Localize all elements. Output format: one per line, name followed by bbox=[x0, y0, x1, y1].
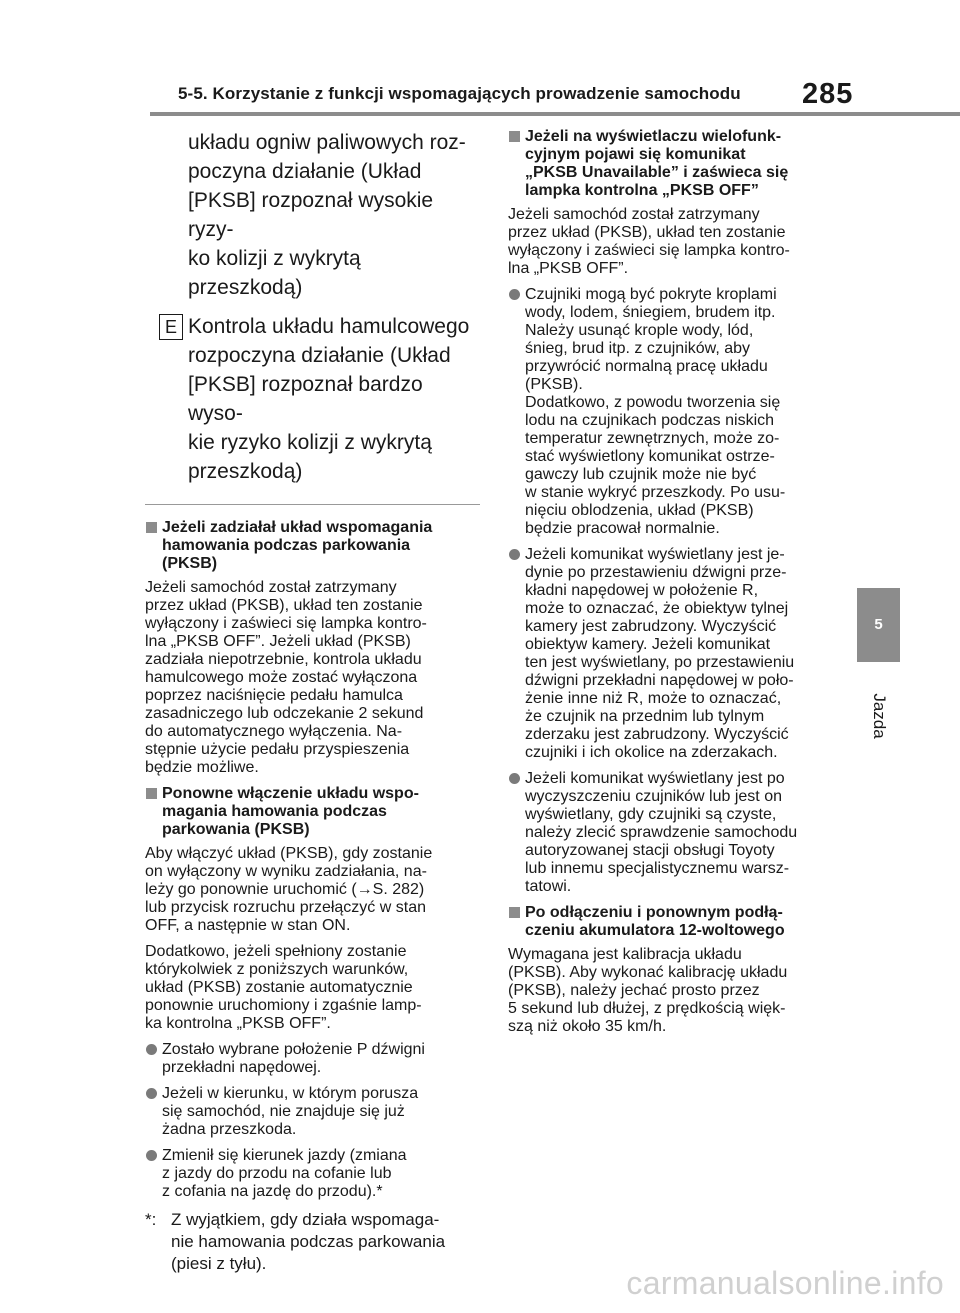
bullet-text: Jeżeli w kierunku, w którym porusza się samochód, nie znajduje się już żadna przeszkoda. bbox=[162, 1085, 419, 1138]
watermark: carmanualsonline.info bbox=[626, 1265, 944, 1301]
square-bullet-icon bbox=[146, 788, 157, 799]
footnote bbox=[145, 1209, 480, 1275]
square-bullet-icon bbox=[146, 522, 157, 533]
section-heading-text: Jeżeli zadziałał układ wspomagania hamowania podczas parkowania (PKSB) bbox=[162, 519, 433, 572]
circle-bullet-icon bbox=[509, 773, 520, 784]
left-column bbox=[145, 128, 480, 1275]
circle-bullet-icon bbox=[146, 1044, 157, 1055]
paragraph: Jeżeli samochód został zatrzymany przez układ (PKSB), układ ten zostanie wyłączony i zaświeci się lampka kontro- lna „PKSB OFF”. bbox=[508, 206, 790, 277]
bullet-item bbox=[508, 770, 833, 896]
bullet-item bbox=[508, 546, 833, 762]
section-heading bbox=[508, 904, 833, 940]
square-bullet-icon bbox=[509, 907, 520, 918]
section-divider bbox=[145, 504, 480, 505]
section-tab-number: 5 bbox=[857, 588, 900, 662]
bullet-text: Czujniki mogą być pokryte kroplami wody, lodem, śniegiem, brudem itp. Należy usunąć krople wody, lód, śnieg, brud itp. z czujników, aby przywrócić normalną pracę układu (PKSB). Dodatkowo, z powodu tworzenia się lodu na czujnikach podczas niskich temperatur zewnętrznych, może zo- stać wyświetlony komunikat ostrze- gawczy lub czujnik może nie być w stanie wykryć przeszkody. Po usu- nięciu oblodzenia, układ (PKSB) będzie pracował normalnie. bbox=[525, 286, 786, 537]
right-column bbox=[508, 128, 833, 1044]
section-heading-text: Jeżeli na wyświetlaczu wielofunk- cyjnym pojawi się komunikat „PKSB Unavailable” i zaświeca się lampka kontrolna „PKSB OFF” bbox=[525, 128, 789, 199]
item-letter-e: E bbox=[159, 314, 183, 340]
section-tab-label bbox=[857, 671, 900, 761]
section-heading bbox=[508, 128, 833, 200]
page-header-title: 5-5. Korzystanie z funkcji wspomagających prowadzenie samochodu bbox=[178, 84, 741, 103]
footnote-text: Z wyjątkiem, gdy działa wspomaga- nie hamowania podczas parkowania (piesi z tyłu). bbox=[171, 1210, 446, 1273]
bullet-text: Jeżeli komunikat wyświetlany jest po wyczyszczeniu czujników lub jest on wyświetlany, gdy czujniki są czyste, należy zlecić sprawdzenie samochodu autoryzowanej stacji obsługi Toyoty lub innemu specjalistycznemu warsz- tatowi. bbox=[525, 770, 798, 895]
section-heading-text: Po odłączeniu i ponownym podłą- czeniu akumulatora 12-woltowego bbox=[525, 904, 785, 939]
bullet-item bbox=[508, 286, 833, 538]
page-number: 285 bbox=[802, 78, 854, 110]
bullet-text: Jeżeli komunikat wyświetlany jest je- dynie po przestawieniu dźwigni prze- kładni napędowej w położenie R, może to oznaczać, że obiektyw tylnej kamery jest zabrudzony. Wyczyścić obiektyw kamery. Jeżeli komunikat ten jest wyświetlany, po przestawieniu dźwigni przekładni napędowej w poło- żenie inne niż R, może to oznaczać, że czujnik na przednim lub tylnym zderzaku jest zabrudzony. Wyczyścić czujniki i ich okolice na zderzakach. bbox=[525, 546, 795, 761]
bullet-item bbox=[145, 1147, 480, 1201]
circle-bullet-icon bbox=[146, 1088, 157, 1099]
footnote-mark: *: bbox=[145, 1210, 157, 1229]
section-tab-label-text: Jazda bbox=[869, 693, 889, 739]
paragraph: Wymagana jest kalibracja układu (PKSB). Aby wykonać kalibrację układu (PKSB), należy jechać prosto przez 5 sekund lub dłużej, z prędkością więk- szą niż około 35 km/h. bbox=[508, 946, 788, 1035]
section-heading bbox=[145, 519, 480, 573]
bullet-item bbox=[145, 1085, 480, 1139]
list-item: układu ogniw paliwowych roz- poczyna działanie (Układ [PKSB] rozpoznał wysokie ryzy- ko kolizji z wykrytą przeszkodą) bbox=[188, 131, 466, 299]
bullet-text: Zmienił się kierunek jazdy (zmiana z jazdy do przodu na cofanie lub z cofania na jazdę do przodu).* bbox=[162, 1147, 407, 1200]
paragraph: Dodatkowo, jeżeli spełniony zostanie którykolwiek z poniższych warunków, układ (PKSB) zostanie automatycznie ponownie uruchomiony i zgaśnie lamp- ka kontrolna „PKSB OFF”. bbox=[145, 943, 422, 1032]
section-heading-text: Ponowne włączenie układu wspo- magania hamowania podczas parkowania (PKSB) bbox=[162, 785, 419, 838]
paragraph: Jeżeli samochód został zatrzymany przez układ (PKSB), układ ten zostanie wyłączony i zaświeci się lampka kontro- lna „PKSB OFF”. Jeżeli układ (PKSB) zadziała niepotrzebnie, kontrola układu hamulcowego może zostać wyłączona poprzez naciśnięcie pedału hamulca zasadniczego lub odczekanie 2 sekund do automatycznego wyłączenia. Na- stępnie użycie pedału przyspieszenia będzie możliwe. bbox=[145, 579, 427, 776]
section-heading bbox=[145, 785, 480, 839]
item-e-text: Kontrola układu hamulcowego rozpoczyna działanie (Układ [PKSB] rozpoznał bardzo wyso- kie ryzyko kolizji z wykrytą przeszkodą) bbox=[188, 315, 470, 483]
circle-bullet-icon bbox=[509, 549, 520, 560]
bullet-text: Zostało wybrane położenie P dźwigni przekładni napędowej. bbox=[162, 1041, 425, 1076]
circle-bullet-icon bbox=[146, 1150, 157, 1161]
circle-bullet-icon bbox=[509, 289, 520, 300]
header-rule bbox=[150, 112, 960, 116]
paragraph: Aby włączyć układ (PKSB), gdy zostanie on wyłączony w wyniku zadziałania, na- leży go ponownie uruchomić (→S. 282) lub przycisk rozruchu przełączyć w stan OFF, a następnie w stan ON. bbox=[145, 845, 433, 934]
square-bullet-icon bbox=[509, 131, 520, 142]
bullet-item bbox=[145, 1041, 480, 1077]
list-item-e bbox=[145, 312, 480, 486]
